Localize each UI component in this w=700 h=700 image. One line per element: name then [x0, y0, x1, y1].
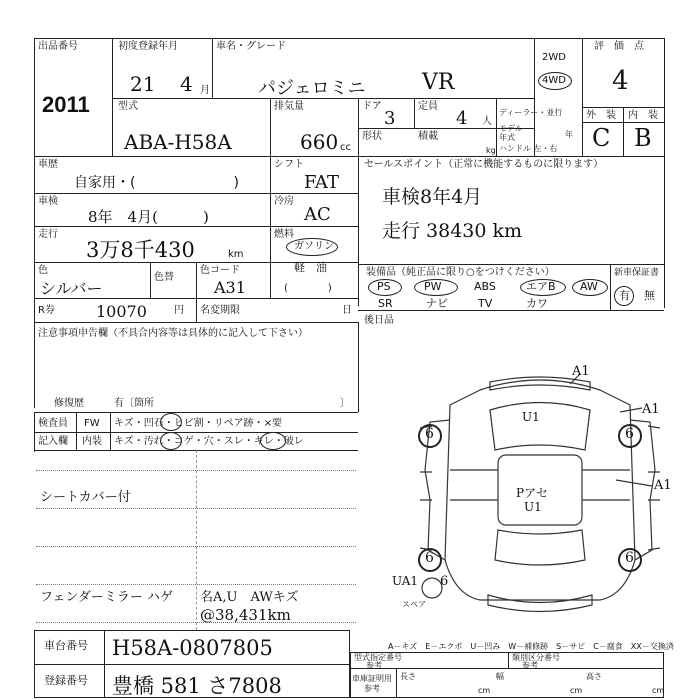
- divider-2wd: [534, 38, 535, 156]
- class-number-label: 類別区分番号: [512, 653, 560, 662]
- frame-left: [34, 38, 35, 408]
- height-unit: cm: [652, 686, 665, 695]
- length-unit: cm: [478, 686, 491, 695]
- registration-number-label: 登録番号: [44, 674, 88, 687]
- fuel-other: ( ): [284, 283, 332, 294]
- damage-u1-hood: U1: [522, 410, 540, 424]
- divider-door: [358, 98, 359, 156]
- footer-cert-row: [350, 668, 664, 669]
- shift-value: FAT: [304, 172, 339, 193]
- notes-label: 注意事項申告欄（不具合内容等は具体的に記入して下さい）: [38, 328, 308, 339]
- divider-reg-model: [212, 38, 213, 98]
- color-label: 色: [38, 265, 48, 276]
- divider-inspector-col: [76, 412, 77, 450]
- divider-score-col: [582, 38, 583, 156]
- handle-label: ハンドル 左・右: [499, 144, 558, 153]
- tire-rear-right-mark: 6: [625, 550, 634, 566]
- exterior-grade: C: [592, 124, 611, 152]
- sales-point-label: セールスポイント（正常に機能するものに限ります）: [364, 159, 604, 170]
- yen-unit: 円: [174, 305, 184, 316]
- model-year-label: モデル年式: [499, 124, 523, 142]
- frame-left-lower: [34, 412, 35, 452]
- car-name-grade-label: 車名・グレード: [216, 41, 286, 52]
- model-type-label: 型式: [118, 101, 138, 112]
- tire-front-left-mark: 6: [425, 426, 434, 442]
- note-line: [36, 546, 356, 547]
- divider-equip-bottom: [358, 310, 664, 311]
- divider-capacity: [414, 98, 415, 128]
- entry-label: 記入欄: [38, 436, 68, 447]
- divider-color-change: [150, 262, 151, 298]
- chassis-number-label: 車台番号: [44, 639, 88, 652]
- drive-4wd: 4WD: [542, 75, 566, 86]
- footer-divider: [34, 664, 350, 665]
- divider-displacement: [270, 98, 271, 156]
- inspection-value: 8年 4月( ): [88, 208, 209, 226]
- fuel-diesel: 軽 油: [294, 261, 327, 274]
- history-label: 車歴: [38, 159, 58, 170]
- tire-front-right-mark: 6: [625, 426, 634, 442]
- kg-unit: kg: [486, 146, 496, 155]
- spare-label: スペア: [402, 600, 426, 609]
- first-registration-label: 初度登録年月: [118, 41, 178, 52]
- interior-defect-items: キズ・汚れ・コゲ・穴・スレ・キレ・破レ: [114, 436, 304, 447]
- class-number-note: 参考: [522, 661, 538, 670]
- later-items-label: 後日品: [364, 315, 394, 326]
- exterior-label: 外 装: [586, 110, 616, 121]
- width-unit: cm: [570, 686, 583, 695]
- interior-defect-label: 内装: [82, 436, 102, 447]
- divider-notes-right: [358, 322, 359, 412]
- lot-number-label: 出品番号: [38, 41, 78, 52]
- recycle-value: 10070: [96, 302, 147, 321]
- note-line: [36, 584, 356, 585]
- inspector-label: 検査員: [38, 418, 68, 429]
- equip-tv: TV: [478, 297, 493, 310]
- garage-cert-note: 参考: [364, 684, 380, 693]
- inspection-label: 車検: [38, 196, 58, 207]
- mileage-label: 走行: [38, 229, 58, 240]
- km-unit: km: [228, 249, 244, 260]
- frame-top: [34, 38, 664, 39]
- note-fender-mirror: フェンダーミラー ハゲ: [40, 590, 173, 605]
- history-value: 自家用・( ): [74, 175, 239, 191]
- displacement-label: 排気量: [274, 101, 304, 112]
- registration-month: 4: [180, 72, 193, 96]
- equip-navi: ナビ: [426, 297, 448, 310]
- registration-month-unit: 月: [200, 85, 210, 96]
- note-seat-cover: シートカバー付: [40, 490, 131, 505]
- damage-roof-note: Pアセ: [516, 486, 548, 500]
- load-label: 積載: [418, 131, 438, 142]
- persons-unit: 人: [482, 116, 492, 127]
- sales-line-1: 車検8年4月: [382, 186, 483, 208]
- sales-line-2: 走行 38430 km: [382, 220, 523, 242]
- equip-leather: カワ: [526, 297, 548, 310]
- divider-history-row1: [34, 193, 358, 194]
- warranty-yes: 有: [619, 289, 630, 302]
- repair-history-value: 有〔箇所: [114, 398, 154, 409]
- registration-year: 21: [130, 72, 156, 96]
- displacement: 660: [300, 130, 339, 154]
- divider-ext-int: [623, 107, 624, 156]
- chassis-number: H58A-0807805: [112, 636, 273, 660]
- grade: VR: [422, 70, 455, 95]
- divider-notes-bottom: [34, 412, 358, 413]
- dirt-circle: [160, 432, 182, 450]
- tire-rear-left-mark: 6: [425, 550, 434, 566]
- name-change-label: 名変期限: [200, 305, 240, 316]
- type-cert-label: 型式指定番号: [354, 653, 402, 662]
- wear-circle: [260, 432, 286, 450]
- registration-number: 豊橋 581 さ7808: [112, 674, 282, 698]
- equip-ps: PS: [377, 280, 391, 293]
- equip-airbag: エアB: [526, 280, 556, 293]
- score-label: 評 価 点: [594, 41, 644, 52]
- ac-label: 冷房: [274, 196, 294, 207]
- warranty-label: 新車保証書: [614, 268, 660, 278]
- exterior-defect-items: キズ・凹石・ヒビ割・リペア跡・×要: [114, 418, 282, 429]
- footer-col: [104, 630, 105, 698]
- divider-rcoupon: [196, 298, 197, 322]
- tire-spare-mark: 6: [440, 574, 449, 589]
- width-label: 幅: [496, 672, 504, 681]
- car-name: パジェロミニ: [258, 78, 366, 99]
- divider-inspector-col2: [110, 412, 111, 450]
- shape-label: 形状: [362, 131, 382, 142]
- door-label: ドア: [362, 101, 382, 112]
- damage-roof-u1: U1: [524, 500, 542, 514]
- interior-label: 内 装: [628, 110, 658, 121]
- date-unit: 日: [342, 305, 352, 316]
- divider-history-row5: [34, 322, 358, 323]
- footer-cert-col2: [396, 668, 397, 698]
- color-code-label: 色コード: [200, 265, 240, 276]
- equip-aw: AW: [580, 280, 598, 293]
- length-label: 長さ: [400, 672, 416, 681]
- ac-value: AC: [304, 204, 331, 225]
- divider-dealer: [496, 98, 497, 156]
- equip-pw: PW: [424, 280, 442, 293]
- divider-color-code: [196, 262, 197, 298]
- equip-sr: SR: [378, 297, 393, 310]
- color-code: A31: [214, 278, 246, 297]
- damage-a1-right-front: A1: [642, 402, 660, 417]
- garage-cert-label: 車庫証明用: [352, 674, 392, 683]
- color-change-label: 色替: [154, 272, 174, 283]
- divider-main-row: [34, 156, 664, 157]
- capacity-label: 定員: [418, 101, 438, 112]
- interior-grade: B: [634, 124, 652, 152]
- repair-history-close: 〕: [340, 398, 350, 409]
- divider-sales-col: [358, 156, 359, 306]
- frame-left-top: [112, 38, 113, 156]
- note-line: [36, 470, 356, 471]
- height-label: 高さ: [586, 672, 602, 681]
- recycle-label: R券: [38, 305, 55, 316]
- fuel-label: 燃料: [274, 229, 294, 240]
- damage-rear-label: UA1: [392, 574, 419, 588]
- warranty-no: 無: [644, 289, 655, 302]
- color-value: シルバー: [40, 279, 103, 298]
- divider-ext-row: [582, 122, 664, 123]
- repair-history-label: 修復歴: [54, 398, 84, 409]
- cc-unit: cc: [340, 142, 351, 153]
- divider-notes-col: [196, 450, 198, 630]
- note-damage: 名A,U AWキズ: [200, 590, 299, 605]
- divider-history-col: [270, 156, 271, 298]
- frame-right: [664, 38, 665, 308]
- damage-a1-right-side: A1: [654, 478, 672, 493]
- damage-a1-front: A1: [572, 364, 590, 379]
- drive-2wd: 2WD: [542, 52, 566, 63]
- damage-legend: A－キズ E－エクボ U－凹み W－補修跡 S－サビ C－腐食 XX－交換済: [388, 642, 674, 651]
- divider-warranty-col: [610, 264, 611, 310]
- fuel-gasoline: ガソリン: [294, 241, 334, 252]
- doors: 3: [384, 108, 396, 129]
- equip-abs: ABS: [474, 280, 496, 293]
- dealer-label: ディーラー・並行: [499, 108, 563, 117]
- footer-cert-col: [508, 652, 509, 668]
- lot-number: 2011: [42, 92, 90, 117]
- type-cert-note: 参考: [366, 661, 382, 670]
- year-unit: 年: [565, 130, 573, 139]
- scratch-circle: [160, 413, 182, 431]
- overall-score: 4: [612, 66, 629, 96]
- equipment-label: 装備品（純正品に限り○をつけください）: [366, 267, 555, 278]
- note-odometer: @38,431km: [200, 606, 291, 624]
- mileage-value: 3万8千430: [86, 238, 195, 262]
- inspector-fw: FW: [84, 418, 100, 429]
- divider-equip-row: [358, 264, 664, 265]
- divider-inspector-row: [34, 432, 358, 433]
- note-line: [36, 508, 356, 509]
- shift-label: シフト: [274, 159, 304, 170]
- model-code: ABA-H58A: [124, 130, 232, 154]
- seats: 4: [456, 108, 468, 129]
- note-line: [36, 622, 356, 623]
